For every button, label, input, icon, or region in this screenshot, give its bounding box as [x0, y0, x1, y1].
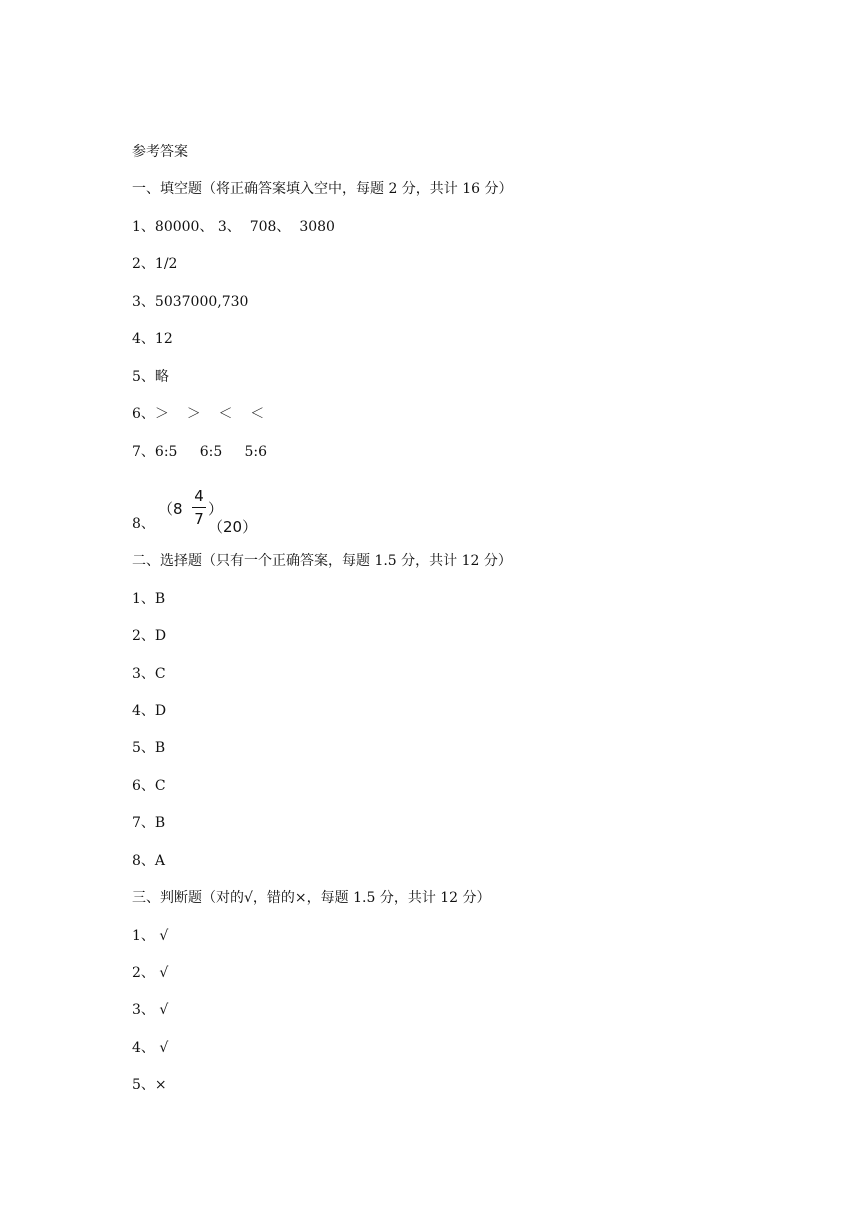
section-3-answer-3: 3、 √ — [132, 1002, 169, 1018]
section-2-answer-8: 8、A — [132, 853, 166, 869]
section-2-answer-3: 3、C — [132, 666, 166, 682]
section-3-heading: 三、判断题（对的√，错的×，每题 1.5 分，共计 12 分） — [132, 890, 491, 906]
section-3-answer-2: 2、 √ — [132, 965, 169, 981]
section-2-answer-7: 7、B — [132, 815, 166, 831]
section-2-answer-6: 6、C — [132, 778, 166, 794]
section-2-answer-5: 5、B — [132, 740, 166, 756]
answer-8-prefix: 8、 — [132, 516, 155, 532]
section-2-answer-1: 1、B — [132, 591, 166, 607]
section-1-answer-7: 7、6:5 6:5 5:6 — [132, 444, 268, 460]
fraction — [192, 487, 206, 528]
document-title: 参考答案 — [132, 144, 188, 160]
fraction-numerator: 4 — [194, 487, 204, 505]
section-2-answer-2: 2、D — [132, 628, 167, 644]
fraction-bar — [192, 507, 206, 508]
section-2-heading: 二、选择题（只有一个正确答案，每题 1.5 分，共计 12 分） — [132, 553, 512, 569]
section-2-answer-4: 4、D — [132, 703, 167, 719]
section-1-answer-2: 2、1/2 — [132, 256, 178, 272]
fraction-denominator: 7 — [194, 510, 204, 528]
section-3-answer-5: 5、× — [132, 1077, 167, 1093]
answer-document — [132, 0, 865, 1224]
expression-close: ）（20） — [208, 500, 258, 536]
section-1-answer-5: 5、略 — [132, 369, 169, 385]
expression-open: （8 — [158, 500, 183, 518]
section-3-answer-4: 4、 √ — [132, 1040, 169, 1056]
section-1-answer-6: 6、＞ ＞ ＜ ＜ — [132, 406, 265, 422]
section-1-answer-8 — [132, 487, 432, 536]
section-1-answer-1: 1、80000、 3、 708、 3080 — [132, 219, 335, 235]
section-1-heading: 一、填空题（将正确答案填入空中，每题 2 分，共计 16 分） — [132, 181, 513, 197]
section-1-answer-4: 4、12 — [132, 331, 173, 347]
section-3-answer-1: 1、 √ — [132, 928, 169, 944]
section-1-answer-3: 3、5037000,730 — [132, 294, 249, 310]
